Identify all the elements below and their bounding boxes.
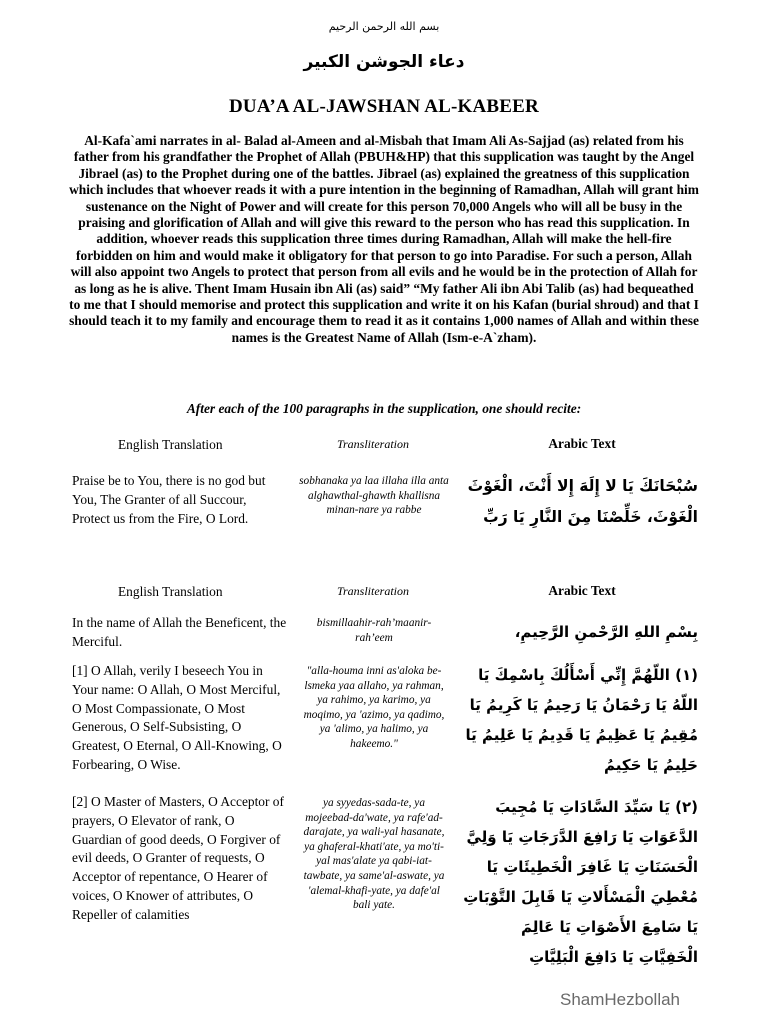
header-arabic-2: Arabic Text (548, 583, 616, 598)
row-english-3: [2] O Master of Masters, O Acceptor of prayers, O Elevator of rank, O Guardian of good deeds, O Forgiver of evil deeds, O Granter of requests, O Acceptor of repentance, O Hearer of voices, O Knower of attributes, O Repeller of calamities (72, 794, 284, 922)
arabic-title: دعاء الجوشن الكبير (303, 52, 465, 72)
row-english-1: In the name of Allah the Beneficent, the Merciful. (72, 615, 287, 649)
row-english-0: Praise be to You, there is no god but You, The Granter of all Succour, Protect us from the Fire, O Lord. (72, 473, 266, 526)
watermark: ShamHezbollah (560, 990, 681, 1009)
row-arabic-3: (٢) يَا سَيِّدَ السَّادَاتِ يَا مُجِيبَ الدَّعَوَاتِ يَا رَافِعَ الدَّرَجَاتِ يَا وَلِيَّ الْحَسَنَاتِ يَا غَافِرَ الْخَطِيئَاتِ يَا مُعْطِيَ الْمَسْأَلاتِ يَا قَابِلَ التَّوْبَاتِ يَا سَامِعَ الأَصْوَاتِ يَا عَالِمَ الْخَفِيَّاتِ يَا دَافِعَ الْبَلِيَّاتِ (463, 798, 698, 966)
row-arabic-0: سُبْحَانَكَ يَا لا إِلَهَ إِلا أَنْتَ، الْغَوْثَ الْغَوْثَ، خَلِّصْنَا مِنَ النَّارِ يَا رَبِّ (467, 477, 698, 526)
row-transliteration-3: ya syyedas-sada-te, ya mojeebad-da'wate, ya rafe'ad-darajate, ya wali-yal hasanate, ya ghaferal-khati'ate, ya mo'ti-yal mas'alate ya qabi-iat-tawbate, ya same'al-aswate, ya 'alemal-khafi-yate, ya dafe'al bali yate. (303, 797, 445, 912)
row-transliteration-1: bismillaahir-rah’maanir-rah’eem (316, 617, 432, 644)
intro-paragraph: Al-Kafa`ami narrates in al- Balad al-Ameen and al-Misbah that Imam Ali As-Sajjad (as) related from his father from his grandfather the Prophet of Allah (PBUH&HP) that this supplication was taught by the Angel Jibrael (as) to the Prophet during one of the battles. Jibrael (as) explained the greatness of this supplication which includes that whoever reads it with a pure intention in the beginning of Ramadhan, Allah will grant him sustenance on the Night of Power and will create for this person 70,000 Angels who will all be busy in the praising and glorification of Allah and will give this reward to the person who has read this supplication. In addition, whoever reads this supplication three times during Ramadhan, Allah will make the hell-fire forbidden on him and would make it obligatory for that person to go into Paradise. For such a person, Allah will also appoint two Angels to protect that person from all evils and he would be in the protection of Allah for as long as he is alive. Thent Imam Husain ibn Ali (as) said” “My father Ali ibn Abi Talib (as) had bequeathed to me that I should memorise and protect this supplication and write it on his Kafan (burial shroud) and that I should teach it to my family and encourage them to read it as it contains 1,000 names of Allah and within these names is the Greatest Name of Allah (Ism-e-A`zham). (69, 133, 699, 345)
header-english-2: English Translation (118, 584, 223, 599)
instruction-line: After each of the 100 paragraphs in the supplication, one should recite: (186, 401, 582, 416)
header-english-1: English Translation (118, 437, 223, 452)
basmala-header: بسم الله الرحمن الرحيم (328, 20, 440, 33)
header-arabic-1: Arabic Text (548, 436, 616, 451)
row-transliteration-2: "alla-houma inni as'aloka be-lsmeka yaa allaho, ya rahman, ya rahimo, ya karimo, ya moqimo, ya 'azimo, ya qadimo, ya 'alimo, ya halimo, ya hakeemo." (303, 665, 445, 750)
row-english-2: [1] O Allah, verily I beseech You in Your name: O Allah, O Most Merciful, O Most Compassionate, O Most Generous, O Self-Subsisting, O Greatest, O Eternal, O All-Knowing, O Forbearing, O Wise. (72, 663, 282, 772)
row-transliteration-0: sobhanaka ya laa illaha illa anta alghawthal-ghawth khallisna minan-nare ya rabbe (299, 475, 449, 517)
page-title: DUA’A AL-JAWSHAN AL-KABEER (229, 96, 539, 117)
header-transliteration-1: Transliteration (336, 437, 410, 451)
header-transliteration-2: Transliteration (336, 584, 410, 598)
row-arabic-2: (١) اللّهُمَّ إِنِّي أَسْأَلُكَ بِاسْمِكَ يَا اللّهُ يَا رَحْمَانُ يَا رَحِيمُ يَا كَرِيمُ يَا مُقِيمُ يَا عَظِيمُ يَا قَدِيمُ يَا عَلِيمُ يَا حَلِيمُ يَا حَكِيمُ (465, 666, 698, 774)
row-arabic-1: بِسْمِ اللهِ الرَّحْمنِ الرَّحِيمِ، (514, 623, 698, 641)
